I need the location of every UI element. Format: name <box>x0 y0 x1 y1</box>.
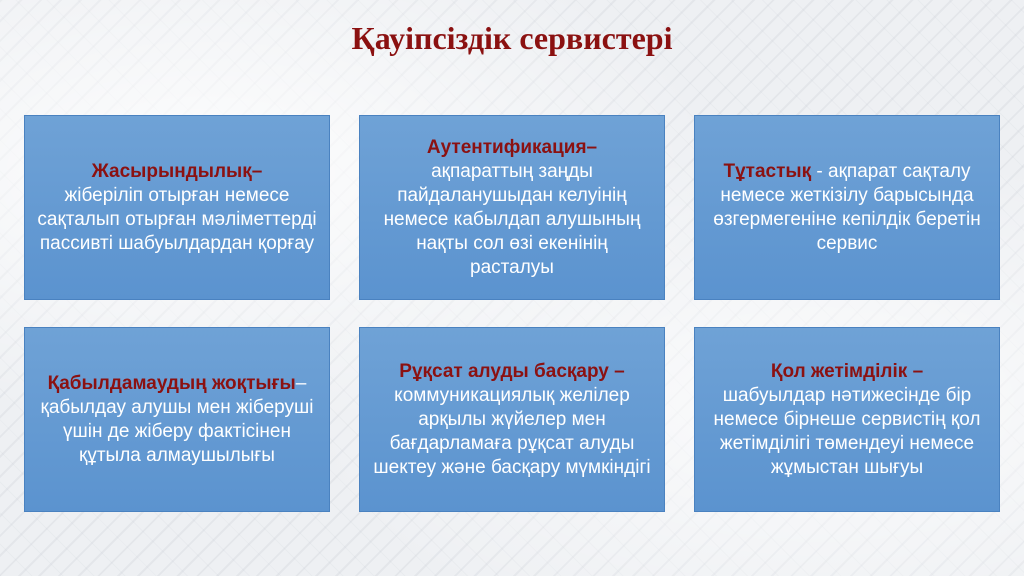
slide-title: Қауіпсіздік сервистері <box>351 20 673 56</box>
card-term: Қабылдамаудың жоқтығы <box>47 372 296 394</box>
card-non-repudiation <box>24 327 330 512</box>
card-text <box>707 160 987 256</box>
card-description: –қабылдау алушы мен жіберуші үшін де жіберу фактісінен құтыла алмаушылығы <box>40 372 314 466</box>
card-text <box>372 136 652 280</box>
card-description: жіберіліп отырған немесе сақталып отырған мәліметтерді пассивті шабуылдардан қорғау <box>37 184 317 254</box>
card-text <box>372 360 652 480</box>
card-description: шабуылдар нәтижесінде бір немесе бірнеше сервистің қол жетімділігі төмендеуі немесе жұмыстан шығуы <box>713 384 981 478</box>
card-integrity <box>694 115 1000 300</box>
card-term: Рұқсат алуды басқару – <box>399 360 625 382</box>
card-confidentiality <box>24 115 330 300</box>
card-text <box>707 360 987 480</box>
card-term: Жасырындылық– <box>91 160 263 182</box>
card-description: ақпараттың заңды пайдаланушыдан келуінің немесе кабылдап алушының нақты сол өзі екенінің расталуы <box>383 160 641 278</box>
card-term: Аутентификация– <box>426 136 598 158</box>
card-term: Қол жетімділік – <box>770 360 924 382</box>
card-text <box>37 160 317 256</box>
card-description: - ақпарат сақталу немесе жеткізілу барысында өзгермегеніне кепілдік беретін сервис <box>713 160 981 254</box>
card-availability <box>694 327 1000 512</box>
card-access-control <box>359 327 665 512</box>
card-term: Тұтастық <box>723 160 812 182</box>
card-text <box>37 372 317 468</box>
card-description: коммуникациялық желілер арқылы жүйелер мен бағдарламаға рұқсат алуды шектеу және басқару мүмкіндігі <box>373 384 651 478</box>
card-authentication <box>359 115 665 300</box>
